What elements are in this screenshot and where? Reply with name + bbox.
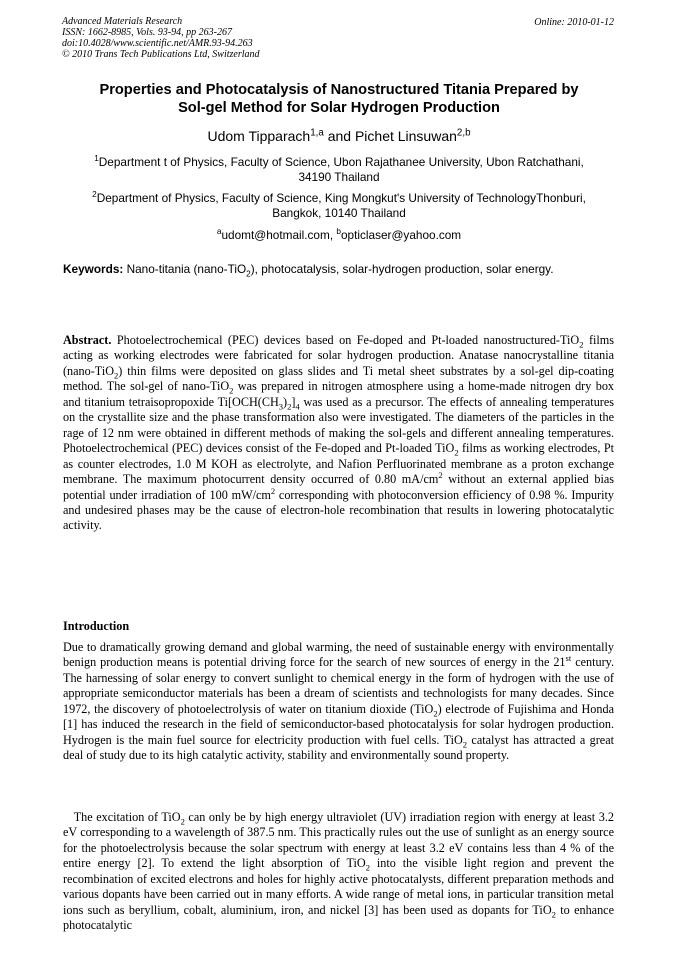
affiliation-1-line-1: Department t of Physics, Faculty of Science, Ubon Rajathanee University, Ubon Ratchathani, bbox=[98, 155, 584, 169]
paper-title bbox=[40, 81, 638, 117]
keywords bbox=[63, 262, 623, 279]
abstract-sub: 2 bbox=[287, 401, 292, 412]
affiliation-2-line-2: Bangkok, 10140 Thailand bbox=[272, 206, 406, 220]
abstract bbox=[63, 333, 614, 534]
affiliation-1-mark: 1 bbox=[94, 154, 99, 164]
intro-paragraph-1 bbox=[63, 640, 614, 764]
para-text: to enhance photocatalytic bbox=[63, 902, 618, 933]
affiliation-2-line-1: Department of Physics, Faculty of Science, King Mongkut's University of TechnologyThonburi, bbox=[96, 191, 586, 205]
abstract-sup: 2 bbox=[270, 485, 276, 496]
para-sub: 2 bbox=[180, 816, 185, 827]
author-1: Udom Tipparach bbox=[207, 128, 311, 144]
affiliation-2-mark: 2 bbox=[92, 190, 97, 200]
abstract-sup: 2 bbox=[438, 470, 443, 481]
abstract-sub: 3 bbox=[278, 401, 284, 412]
author-1-affiliation: 1,a bbox=[310, 127, 324, 139]
intro-paragraph-2 bbox=[63, 810, 618, 934]
para-sub: 2 bbox=[365, 862, 371, 873]
para-text: century. The harnessing of solar energy to convert sunlight to chemical energy in the form of hydrogen with the use of appropriate semiconductor materials has been a dream of scientists and technologists for many decades. Since 1972, the discovery of photoelectrolysis of water on titanium dioxide (TiO bbox=[63, 655, 614, 716]
issn-line: ISSN: 1662-8985, Vols. 93-94, pp 263-267 bbox=[62, 27, 232, 38]
author-2-affiliation: 2,b bbox=[456, 127, 471, 139]
para-sub: 2 bbox=[551, 909, 556, 920]
abstract-text: films acting as working electrodes were fabricated for solar hydrogen production. Anatase nanocrystalline titania (nano-TiO bbox=[63, 333, 614, 378]
abstract-sub: 2 bbox=[114, 370, 119, 381]
affiliation-1-line-2: 34190 Thailand bbox=[298, 170, 380, 184]
journal-name: Advanced Materials Research bbox=[62, 16, 183, 27]
keywords-text-1: Nano-titania (nano-TiO bbox=[123, 262, 247, 276]
abstract-text: ) thin films were deposited on glass slides and Ti metal sheet substrates by a sol-gel dip-coating method. The sol-gel of nano-TiO bbox=[63, 363, 614, 394]
para-text: catalyst has attracted a great deal of study due to its high catalytic activity, stability and environmentally sound property. bbox=[63, 732, 614, 763]
abstract-sub: 2 bbox=[229, 385, 234, 396]
online-date: Online: 2010-01-12 bbox=[534, 17, 614, 28]
para-text: Due to dramatically growing demand and global warming, the need of sustainable energy with environmentally benign production means is potential driving force for the search of new sources of energy in the 21 bbox=[63, 640, 614, 670]
affiliation-2 bbox=[62, 191, 616, 221]
abstract-text: without an external applied bias potential under irradiation of 100 mW/cm bbox=[63, 472, 614, 502]
abstract-text: ] bbox=[291, 394, 296, 409]
doi-line: doi:10.4028/www.scientific.net/AMR.93-94.263 bbox=[62, 38, 253, 49]
para-sub: 2 bbox=[462, 739, 468, 750]
abstract-sub: 2 bbox=[454, 447, 459, 458]
author-emails bbox=[40, 228, 638, 242]
para-text: The excitation of TiO bbox=[63, 810, 181, 824]
title-line-1: Properties and Photocatalysis of Nanostructured Titania Prepared by bbox=[99, 82, 579, 98]
copyright-line: © 2010 Trans Tech Publications Ltd, Switzerland bbox=[62, 49, 260, 60]
keywords-label: Keywords: bbox=[63, 262, 124, 276]
abstract-sub: 4 bbox=[295, 401, 300, 412]
affiliation-1 bbox=[62, 155, 616, 185]
email-b-mark: b bbox=[336, 227, 341, 237]
abstract-text: ) bbox=[283, 394, 288, 409]
para-sub: 2 bbox=[433, 708, 438, 719]
email-b[interactable]: opticlaser@yahoo.com bbox=[340, 228, 462, 242]
email-separator: , bbox=[329, 228, 337, 242]
authors-and: and bbox=[323, 128, 355, 144]
author-2: Pichet Linsuwan bbox=[354, 128, 457, 144]
abstract-sub: 2 bbox=[579, 339, 584, 350]
keywords-text-2: ), photocatalysis, solar-hydrogen production, solar energy. bbox=[250, 262, 554, 276]
abstract-text: Photoelectrochemical (PEC) devices based on Fe-doped and Pt-loaded nanostructured-TiO bbox=[111, 333, 580, 347]
email-a-mark: a bbox=[216, 227, 222, 237]
section-heading-introduction: Introduction bbox=[63, 619, 130, 633]
para-sup: st bbox=[565, 653, 572, 664]
abstract-label: Abstract. bbox=[63, 333, 112, 347]
para-text: into the visible light region and prevent the recombination of excited electrons and holes for highly active photocatalysts, different preparation methods and various dopants have been carried out in many efforts. A wide range of metal ions, in particular transition metal ions such as beryllium, cobalt, aluminium, iron, and nickel [3] has been used as dopants for TiO bbox=[63, 856, 618, 917]
para-text: ) electrode of Fujishima and Honda [1] has induced the research in the field of semiconductor-based photocatalysis for solar hydrogen production. Hydrogen is the main fuel source for electricity production with fuel cells. TiO bbox=[63, 701, 614, 747]
abstract-text: films as working electrodes, Pt as counter electrodes, 1.0 M KOH as electrolyte, and Nafion Perfluorinated membrane as a proton exchange membrane. The maximum photocurrent density occurred of 0.80 mA/cm bbox=[63, 441, 615, 487]
abstract-text: corresponding with photoconversion efficiency of 0.98 %. Impurity and undesired phases may be the cause of electron-hole recombination that results in lowering photocatalytic activity. bbox=[63, 487, 614, 533]
abstract-text: was used as a precursor. The effects of annealing temperatures on the crystallite size and the phase transformation also were investigated. The diameters of the particles in the rage of 12 nm were obtained in different methods of making the sol-gels and different annealing temperatures. Photoelectrochemical (PEC) devices consist of the Fe-doped and Pt-loaded TiO bbox=[63, 394, 615, 456]
title-line-2: Sol-gel Method for Solar Hydrogen Production bbox=[178, 100, 500, 116]
email-a[interactable]: udomt@hotmail.com bbox=[221, 228, 330, 242]
authors bbox=[40, 128, 638, 144]
keywords-sub: 2 bbox=[246, 269, 251, 279]
abstract-text: was prepared in nitrogen atmosphere using a home-made nitrogen dry box and titanium tetraisopropoxide Ti[OCH(CH bbox=[63, 379, 615, 409]
para-text: can only be by high energy ultraviolet (UV) irradiation region with energy at least 3.2 eV corresponding to a wavelength of 387.5 nm. This practically rules out the use of sunlight as an energy source for the photoelectrolysis because the solar spectrum with energy at least 3.2 eV contains less than 4 % of the entire energy [2]. To extend the light absorption of TiO bbox=[63, 810, 618, 871]
